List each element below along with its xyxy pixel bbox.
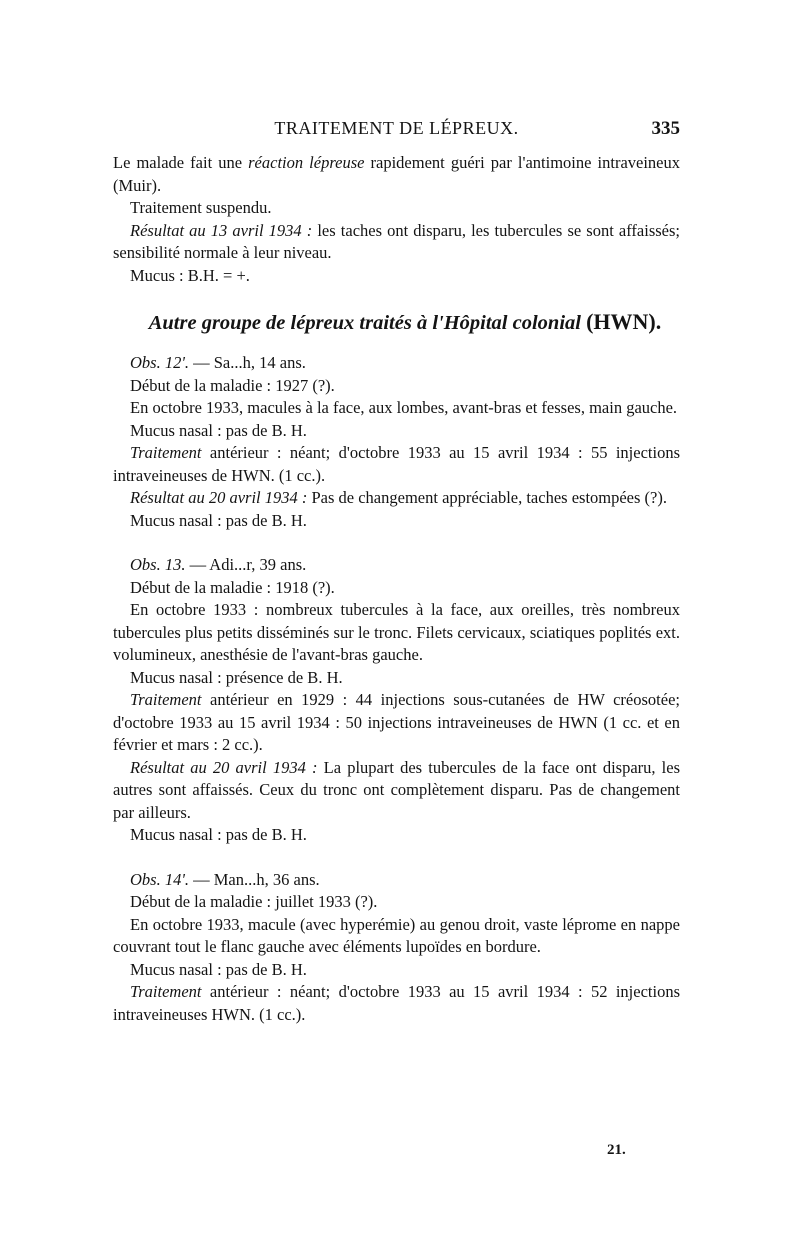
obs-13-treatment: Traitement antérieur en 1929 : 44 injections sous-cutanées de HW créosotée; d'octobre 1933 au 15 avril 1934 : 50 injections intraveineuses de HWN (1 cc. et en février et mars : 2 cc.).: [113, 690, 680, 754]
signature-mark: 21.: [607, 1142, 626, 1158]
obs-12-heading: Obs. 12'. — Sa...h, 14 ans.: [130, 353, 306, 372]
obs-13-mucus: Mucus nasal : présence de B. H.: [130, 667, 343, 687]
obs-14-mucus: Mucus nasal : pas de B. H.: [130, 959, 307, 979]
intro-paragraph: Le malade fait une réaction lépreuse rapidement guéri par l'antimoine intraveineux (Muir).: [113, 153, 680, 195]
obs-13-onset: Début de la maladie : 1918 (?).: [130, 577, 335, 597]
obs-13-description: En octobre 1933 : nombreux tubercules à la face, aux oreilles, très nombreux tubercules plus petits disséminés sur le tronc. Filets cervicaux, sciatiques poplités ext. volumineux, anesthésie de l'avant-bras gauche.: [113, 600, 680, 664]
obs-14-treatment: Traitement antérieur : néant; d'octobre 1933 au 15 avril 1934 : 52 injections intraveineuses HWN. (1 cc.).: [113, 982, 680, 1024]
obs-12-mucus: Mucus nasal : pas de B. H.: [130, 420, 307, 440]
obs-12-onset: Début de la maladie : 1927 (?).: [130, 375, 335, 395]
obs-12-result: Résultat au 20 avril 1934 : Pas de changement appréciable, taches estompées (?).: [130, 488, 667, 507]
page-body: [113, 152, 680, 1026]
obs-14-description: En octobre 1933, macule (avec hyperémie) au genou droit, vaste léprome en nappe couvrant tout le flanc gauche avec éléments lupoïdes en bordure.: [113, 914, 680, 956]
obs-12-mucus-after: Mucus nasal : pas de B. H.: [130, 510, 307, 530]
obs-13-heading: Obs. 13. — Adi...r, 39 ans.: [130, 555, 307, 574]
obs-12-treatment: Traitement antérieur : néant; d'octobre 1933 au 15 avril 1934 : 55 injections intraveineuses de HWN. (1 cc.).: [113, 443, 680, 485]
running-title: TRAITEMENT DE LÉPREUX.: [274, 118, 519, 138]
page-number: 335: [651, 118, 680, 139]
obs-13-mucus-after: Mucus nasal : pas de B. H.: [130, 825, 307, 844]
obs-12-description: En octobre 1933, macules à la face, aux lombes, avant-bras et fesses, main gauche.: [130, 398, 678, 417]
section-heading: Autre groupe de lépreux traités à l'Hôpital colonial (HWN).: [148, 309, 662, 334]
obs-14-heading: Obs. 14'. — Man...h, 36 ans.: [130, 869, 320, 889]
intro-result: Résultat au 13 avril 1934 : les taches ont disparu, les tubercules se sont affaissés; sensibilité normale à leur niveau.: [113, 220, 680, 262]
page-header: [113, 118, 680, 142]
obs-14-onset: Début de la maladie : juillet 1933 (?).: [130, 892, 378, 911]
intro-treatment: Traitement suspendu.: [130, 198, 272, 217]
intro-mucus: Mucus : B.H. = +.: [130, 265, 250, 285]
obs-13-result: Résultat au 20 avril 1934 : La plupart des tubercules de la face ont disparu, les autres sont affaissés. Ceux du tronc ont complètement disparu. Pas de changement par ailleurs.: [113, 757, 681, 822]
